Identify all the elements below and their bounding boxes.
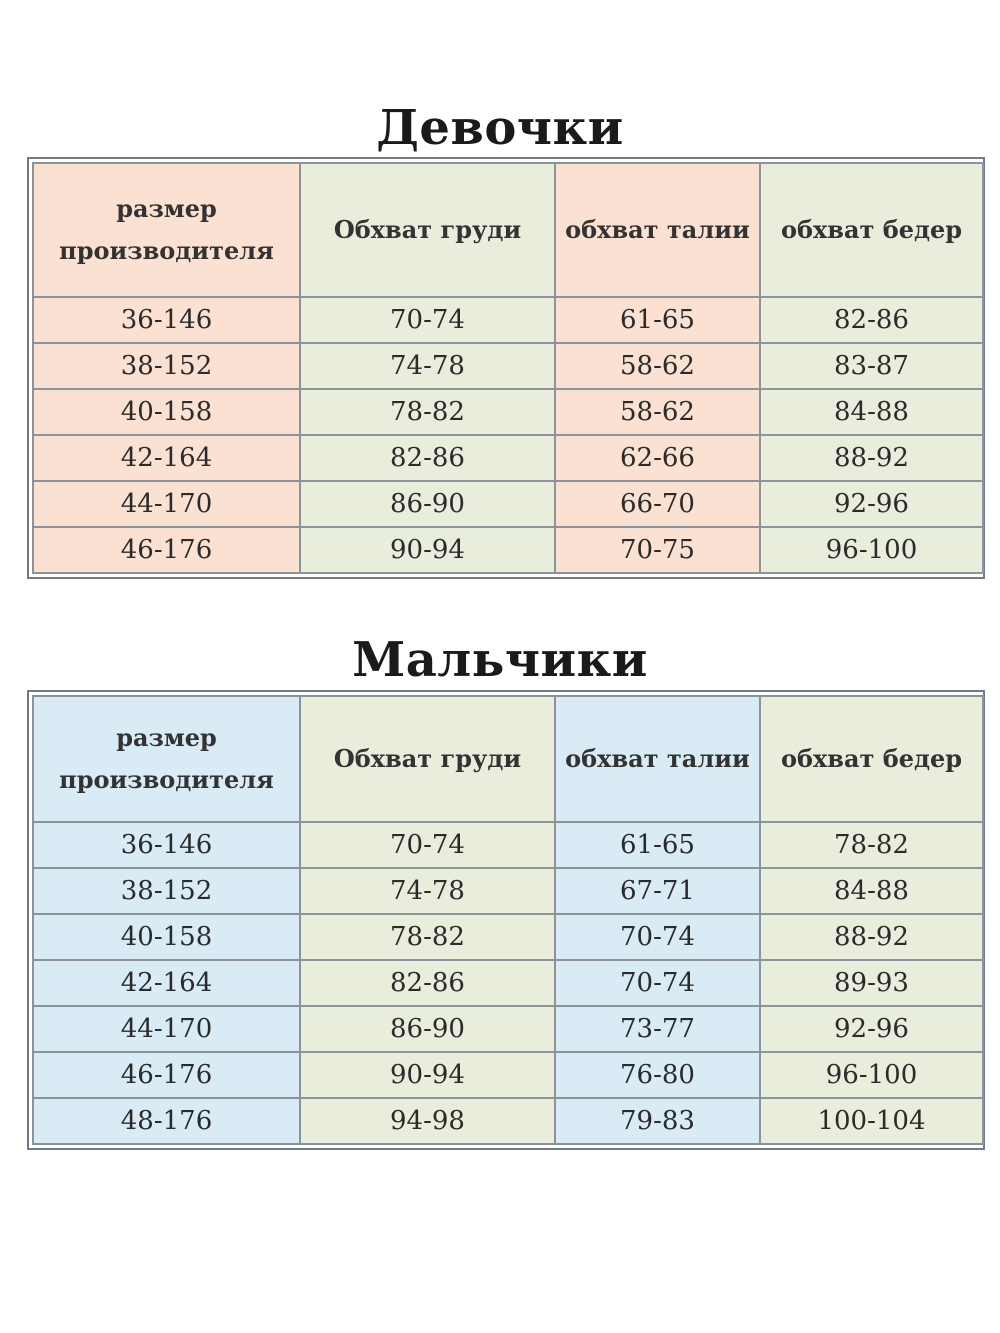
- column-header-hips: обхват бедер: [760, 163, 983, 297]
- size-cell: 46-176: [33, 1052, 300, 1098]
- hips-cell: 96-100: [760, 527, 983, 573]
- chest-cell: 74-78: [300, 343, 555, 389]
- size-cell: 44-170: [33, 1006, 300, 1052]
- table-row: [33, 343, 983, 389]
- chest-cell: 90-94: [300, 1052, 555, 1098]
- waist-cell: 66-70: [555, 481, 760, 527]
- size-cell: 40-158: [33, 914, 300, 960]
- size-cell: 40-158: [33, 389, 300, 435]
- chest-cell: 90-94: [300, 527, 555, 573]
- chest-cell: 82-86: [300, 435, 555, 481]
- table-row: [33, 1052, 983, 1098]
- column-header-chest: Обхват груди: [300, 696, 555, 822]
- table-row: [33, 868, 983, 914]
- waist-cell: 67-71: [555, 868, 760, 914]
- chest-cell: 94-98: [300, 1098, 555, 1144]
- table-row: [33, 389, 983, 435]
- size-cell: 38-152: [33, 343, 300, 389]
- size-cell: 42-164: [33, 960, 300, 1006]
- boys-title: Мальчики: [352, 632, 648, 688]
- column-header-waist: обхват талии: [555, 696, 760, 822]
- waist-cell: 61-65: [555, 822, 760, 868]
- size-cell: 48-176: [33, 1098, 300, 1144]
- waist-cell: 61-65: [555, 297, 760, 343]
- hips-cell: 100-104: [760, 1098, 983, 1144]
- hips-cell: 88-92: [760, 914, 983, 960]
- chest-cell: 78-82: [300, 914, 555, 960]
- table-row: [33, 914, 983, 960]
- column-header-hips: обхват бедер: [760, 696, 983, 822]
- size-cell: 46-176: [33, 527, 300, 573]
- chest-cell: 70-74: [300, 822, 555, 868]
- waist-cell: 79-83: [555, 1098, 760, 1144]
- size-cell: 36-146: [33, 297, 300, 343]
- hips-cell: 92-96: [760, 1006, 983, 1052]
- hips-cell: 89-93: [760, 960, 983, 1006]
- table-row: [33, 527, 983, 573]
- table-row: [33, 1098, 983, 1144]
- size-cell: 42-164: [33, 435, 300, 481]
- waist-cell: 58-62: [555, 343, 760, 389]
- waist-cell: 76-80: [555, 1052, 760, 1098]
- waist-cell: 73-77: [555, 1006, 760, 1052]
- hips-cell: 84-88: [760, 868, 983, 914]
- chest-cell: 78-82: [300, 389, 555, 435]
- header-row: [33, 163, 983, 297]
- column-header-size: размер производителя: [33, 696, 300, 822]
- column-header-chest: Обхват груди: [300, 163, 555, 297]
- girls-size-table-frame: [27, 157, 985, 579]
- boys-size-table-frame: [27, 690, 985, 1150]
- column-header-size: размер производителя: [33, 163, 300, 297]
- waist-cell: 62-66: [555, 435, 760, 481]
- chest-cell: 86-90: [300, 481, 555, 527]
- hips-cell: 92-96: [760, 481, 983, 527]
- girls-title: Девочки: [376, 100, 624, 156]
- waist-cell: 70-75: [555, 527, 760, 573]
- waist-cell: 58-62: [555, 389, 760, 435]
- waist-cell: 70-74: [555, 960, 760, 1006]
- table-row: [33, 481, 983, 527]
- chest-cell: 74-78: [300, 868, 555, 914]
- waist-cell: 70-74: [555, 914, 760, 960]
- hips-cell: 78-82: [760, 822, 983, 868]
- size-cell: 44-170: [33, 481, 300, 527]
- column-header-waist: обхват талии: [555, 163, 760, 297]
- hips-cell: 83-87: [760, 343, 983, 389]
- table-row: [33, 435, 983, 481]
- hips-cell: 96-100: [760, 1052, 983, 1098]
- table-row: [33, 822, 983, 868]
- girls-size-table: [32, 162, 984, 574]
- table-row: [33, 960, 983, 1006]
- table-row: [33, 297, 983, 343]
- chest-cell: 82-86: [300, 960, 555, 1006]
- hips-cell: 82-86: [760, 297, 983, 343]
- size-cell: 36-146: [33, 822, 300, 868]
- hips-cell: 84-88: [760, 389, 983, 435]
- hips-cell: 88-92: [760, 435, 983, 481]
- header-row: [33, 696, 983, 822]
- boys-size-table: [32, 695, 984, 1145]
- chest-cell: 70-74: [300, 297, 555, 343]
- chest-cell: 86-90: [300, 1006, 555, 1052]
- table-row: [33, 1006, 983, 1052]
- size-cell: 38-152: [33, 868, 300, 914]
